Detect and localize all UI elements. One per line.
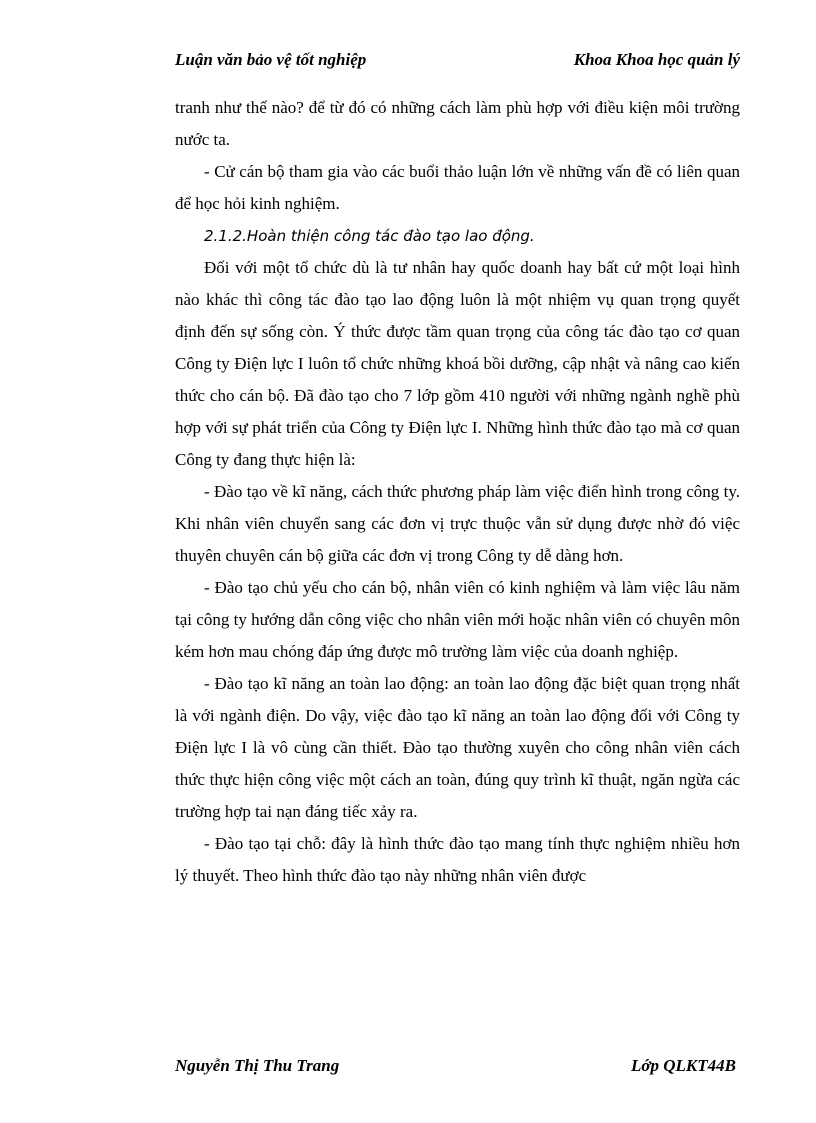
paragraph-continuation: tranh như thế nào? để từ đó có những cách làm phù hợp với điều kiện môi trường nước ta. (175, 98, 740, 149)
paragraph-bullet-discussion: - Cử cán bộ tham gia vào các buổi thảo luận lớn về những vấn đề có liên quan để học hỏi kinh nghiệm. (175, 162, 740, 213)
footer-class: Lớp QLKT44B (631, 1056, 736, 1075)
paragraph-bullet-onsite: - Đào tạo tại chỗ: đây là hình thức đào tạo mang tính thực nghiệm nhiều hơn lý thuyết. Theo hình thức đào tạo này những nhân viên được (175, 834, 740, 885)
page-footer (175, 1055, 740, 1077)
page-header (175, 49, 740, 71)
header-thesis-title: Luận văn bảo vệ tốt nghiệp (175, 50, 367, 69)
header-faculty: Khoa Khoa học quản lý (573, 50, 740, 69)
paragraph-bullet-mentoring: - Đào tạo chủ yếu cho cán bộ, nhân viên có kinh nghiệm và làm việc lâu năm tại công ty hướng dẫn công việc cho nhân viên mới hoặc nhân viên có chuyên môn kém hơn mau chóng đáp ứng được mô trường làm việc của doanh nghiệp. (175, 578, 740, 661)
footer-author: Nguyễn Thị Thu Trang (175, 1056, 340, 1075)
paragraph-training-intro: Đối với một tổ chức dù là tư nhân hay quốc doanh hay bất cứ một loại hình nào khác thì công tác đào tạo lao động luôn là một nhiệm vụ quan trọng quyết định đến sự sống còn. Ý thức được tầm quan trọng của công tác đào tạo cơ quan Công ty Điện lực I luôn tổ chức những khoá bồi dưỡng, cập nhật và nâng cao kiến thức cho cán bộ. Đã đào tạo cho 7 lớp gồm 410 người với những ngành nghề phù hợp với sự phát triển của Công ty Điện lực I. Những hình thức đào tạo mà cơ quan Công ty đang thực hiện là: (175, 258, 740, 469)
section-heading: 2.1.2.Hoàn thiện công tác đào tạo lao động. (204, 227, 535, 245)
paragraph-bullet-safety: - Đào tạo kĩ năng an toàn lao động: an toàn lao động đặc biệt quan trọng nhất là với ngành điện. Do vậy, việc đào tạo kĩ năng an toàn lao động đối với Công ty Điện lực I là vô cùng cần thiết. Đào tạo thường xuyên cho công nhân viên cách thức thực hiện công việc một cách an toàn, đúng quy trình kĩ thuật, ngăn ngừa các trường hợp tai nạn đáng tiếc xảy ra. (175, 674, 740, 821)
paragraph-bullet-skills: - Đào tạo về kĩ năng, cách thức phương pháp làm việc điển hình trong công ty. Khi nhân viên chuyển sang các đơn vị trực thuộc vẫn sử dụng được nhờ đó việc thuyên chuyên cán bộ giữa các đơn vị trong Công ty dễ dàng hơn. (175, 482, 740, 565)
body-text (175, 92, 740, 892)
